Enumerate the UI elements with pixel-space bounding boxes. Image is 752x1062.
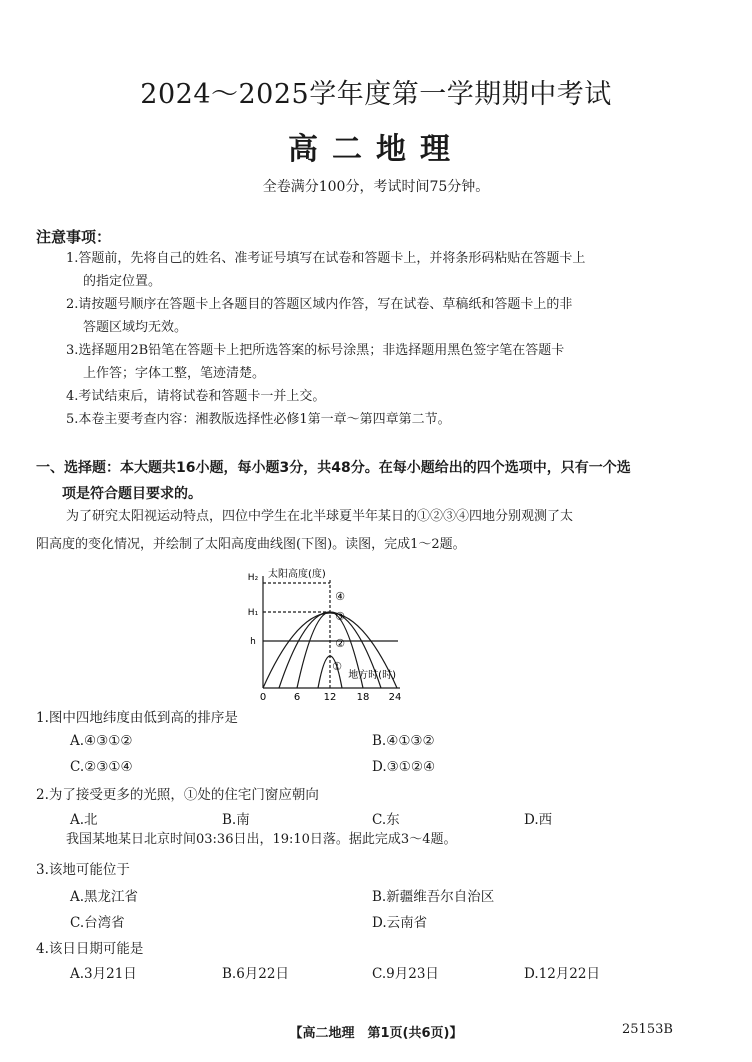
notes-heading: 注意事项： [36, 228, 112, 246]
note-item-5-line1: 5.本卷主要考查内容：湘教版选择性必修1第一章～第四章第二节。 [66, 412, 451, 427]
score-line: 全卷满分100分，考试时间75分钟。 [262, 179, 490, 195]
paper-code: 25153B [622, 1022, 673, 1037]
q2-option-a[interactable]: A.北 [70, 812, 98, 828]
question-2-stem: 2.为了接受更多的光照，①处的住宅门窗应朝向 [36, 787, 319, 803]
q1-option-d[interactable]: D.③①②④ [372, 759, 436, 775]
note-item-2 [66, 293, 666, 339]
note-item-1-line1: 1.答题前，先将自己的姓名、准考证号填写在试卷和答题卡上，并将条形码粘贴在答题卡上 [66, 251, 586, 266]
x-tick-0: 0 [259, 692, 267, 703]
question-3-stem: 3.该地可能位于 [36, 862, 130, 878]
subject-title: 高二地理 [288, 132, 464, 167]
y-axis-title: 太阳高度(度) [268, 569, 326, 580]
q3-option-b[interactable]: B.新疆维吾尔自治区 [372, 889, 495, 905]
q3-option-a[interactable]: A.黑龙江省 [70, 889, 139, 905]
note-item-4 [66, 385, 666, 408]
q3-option-c[interactable]: C.台湾省 [70, 915, 125, 931]
x-tick-24: 24 [388, 692, 402, 703]
question-4-stem: 4.该日日期可能是 [36, 941, 144, 957]
solar-altitude-figure [238, 566, 414, 708]
x-tick-6: 6 [293, 692, 301, 703]
question-stem-1-2 [36, 503, 676, 559]
q1-option-a[interactable]: A.④③①② [70, 733, 133, 749]
note-item-1-line2: 的指定位置。 [83, 274, 162, 289]
question-stem-3-4: 我国某地某日北京时间03:36日出，19:10日落。据此完成3～4题。 [66, 832, 457, 847]
section-heading-line1: 一、选择题：本大题共16小题，每小题3分，共48分。在每小题给出的四个选项中，只有一个选 [36, 460, 631, 476]
section-heading [36, 455, 676, 507]
y-tick-h1: H₁ [247, 608, 259, 618]
q4-option-c[interactable]: C.9月23日 [372, 966, 439, 982]
q2-option-d[interactable]: D.西 [524, 812, 553, 828]
q1-option-b[interactable]: B.④①③② [372, 733, 435, 749]
note-item-2-line2: 答题区域均无效。 [83, 320, 188, 335]
note-item-1 [66, 247, 666, 293]
note-item-3 [66, 339, 666, 385]
y-tick-h: h [250, 637, 256, 647]
q3-option-d[interactable]: D.云南省 [372, 915, 428, 931]
x-tick-12: 12 [323, 692, 337, 703]
note-item-3-line1: 3.选择题用2B铅笔在答题卡上把所选答案的标号涂黑；非选择题用黑色签字笔在答题卡 [66, 343, 565, 358]
q2-option-b[interactable]: B.南 [222, 812, 250, 828]
stem1-line2: 阳高度的变化情况，并绘制了太阳高度曲线图(下图)。读图，完成1～2题。 [36, 537, 466, 552]
note-item-5 [66, 408, 666, 431]
curve-label-3: ③ [335, 610, 345, 623]
y-tick-h2: H₂ [247, 573, 259, 583]
x-axis-title: 地方时(时) [348, 670, 396, 681]
curve-label-1: ① [332, 660, 342, 673]
note-item-2-line1: 2.请按题号顺序在答题卡上各题目的答题区域内作答，写在试卷、草稿纸和答题卡上的非 [66, 297, 573, 312]
note-item-3-line2: 上作答；字体工整，笔迹清楚。 [83, 366, 266, 381]
x-tick-18: 18 [356, 692, 370, 703]
exam-title: 2024～2025学年度第一学期期中考试 [140, 79, 612, 110]
q2-option-c[interactable]: C.东 [372, 812, 400, 828]
question-1-stem: 1.图中四地纬度由低到高的排序是 [36, 710, 238, 726]
curve-label-2: ② [335, 637, 345, 650]
curve-label-4: ④ [335, 590, 345, 603]
q4-option-d[interactable]: D.12月22日 [524, 966, 600, 982]
q1-option-c[interactable]: C.②③①④ [70, 759, 133, 775]
stem1-line1: 为了研究太阳视运动特点，四位中学生在北半球夏半年某日的①②③④四地分别观测了太 [66, 509, 574, 524]
q4-option-a[interactable]: A.3月21日 [70, 966, 137, 982]
section-heading-line2: 项是符合题目要求的。 [62, 486, 202, 502]
note-item-4-line1: 4.考试结束后，请将试卷和答题卡一并上交。 [66, 389, 326, 404]
page-footer: 【高二地理 第1页(共6页)】 [289, 1026, 463, 1041]
q4-option-b[interactable]: B.6月22日 [222, 966, 289, 982]
